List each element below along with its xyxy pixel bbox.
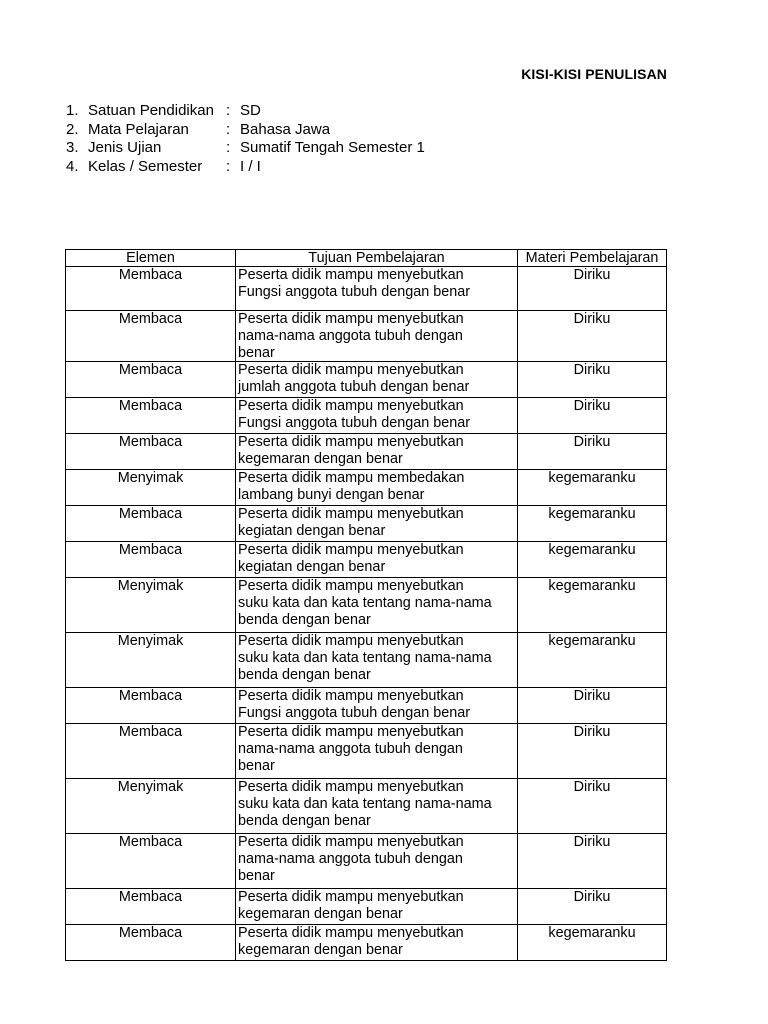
cell-materi-pembelajaran: kegemaranku [518, 542, 667, 578]
table-row [66, 434, 667, 470]
cell-tujuan-pembelajaran [236, 398, 518, 434]
cell-materi-pembelajaran: kegemaranku [518, 470, 667, 506]
table-row [66, 688, 667, 724]
tujuan-line: Peserta didik mampu menyebutkan [238, 889, 464, 906]
info-row-jenis-ujian [66, 139, 425, 158]
info-label: Mata Pelajaran [88, 120, 189, 138]
info-colon: : [226, 120, 231, 138]
cell-tujuan-pembelajaran [236, 362, 518, 398]
cell-tujuan-pembelajaran [236, 434, 518, 470]
cell-materi-pembelajaran: Diriku [518, 398, 667, 434]
cell-materi-pembelajaran: Diriku [518, 889, 667, 925]
tujuan-line: Peserta didik mampu menyebutkan [238, 311, 464, 327]
tujuan-line: benda dengan benar [238, 812, 371, 829]
info-value: Sumatif Tengah Semester 1 [240, 139, 425, 156]
tujuan-line: lambang bunyi dengan benar [238, 487, 425, 504]
info-label: Kelas / Semester [88, 157, 203, 175]
info-colon: : [226, 102, 231, 119]
tujuan-line: Fungsi anggota tubuh dengan benar [238, 283, 471, 300]
tujuan-line: benda dengan benar [238, 666, 371, 683]
info-colon: : [226, 157, 231, 175]
cell-tujuan-pembelajaran [236, 925, 518, 961]
cell-materi-pembelajaran: Diriku [518, 434, 667, 470]
tujuan-line: Peserta didik mampu menyebutkan [238, 434, 464, 451]
tujuan-line: Peserta didik mampu menyebutkan [238, 506, 464, 523]
cell-elemen: Membaca [66, 267, 236, 311]
cell-elemen: Menyimak [66, 779, 236, 834]
table-row [66, 267, 667, 311]
tujuan-line: Peserta didik mampu menyebutkan [238, 362, 464, 379]
tujuan-line: Peserta didik mampu menyebutkan [238, 633, 464, 650]
kisi-kisi-table [65, 249, 667, 961]
cell-materi-pembelajaran: Diriku [518, 834, 667, 889]
cell-materi-pembelajaran: kegemaranku [518, 506, 667, 542]
info-value: Bahasa Jawa [240, 120, 331, 138]
cell-elemen: Membaca [66, 925, 236, 961]
table-row [66, 779, 667, 834]
cell-elemen: Menyimak [66, 578, 236, 633]
table-row [66, 834, 667, 889]
tujuan-line: Peserta didik mampu menyebutkan [238, 779, 464, 796]
table-row [66, 889, 667, 925]
table-row [66, 578, 667, 633]
cell-elemen: Membaca [66, 506, 236, 542]
tujuan-line: suku kata dan kata tentang nama-nama [238, 595, 492, 612]
cell-elemen: Membaca [66, 434, 236, 470]
cell-elemen: Membaca [66, 688, 236, 724]
table-body [66, 267, 667, 961]
cell-tujuan-pembelajaran [236, 724, 518, 779]
table-header-row [66, 250, 667, 267]
tujuan-line: suku kata dan kata tentang nama-nama [238, 796, 492, 813]
tujuan-line: kegemaran dengan benar [238, 942, 403, 959]
table-row [66, 925, 667, 961]
table-row [66, 506, 667, 542]
tujuan-line: Peserta didik mampu menyebutkan [238, 542, 464, 559]
cell-elemen: Menyimak [66, 633, 236, 688]
cell-materi-pembelajaran: Diriku [518, 779, 667, 834]
cell-tujuan-pembelajaran [236, 779, 518, 834]
table-row [66, 398, 667, 434]
cell-tujuan-pembelajaran [236, 633, 518, 688]
info-row-mata-pelajaran [66, 121, 425, 140]
table-row [66, 542, 667, 578]
cell-tujuan-pembelajaran [236, 688, 518, 724]
info-row-kelas-semester [66, 158, 425, 177]
tujuan-line: Peserta didik mampu menyebutkan [238, 834, 464, 851]
cell-materi-pembelajaran: Diriku [518, 267, 667, 311]
tujuan-line: suku kata dan kata tentang nama-nama [238, 650, 492, 667]
identity-info [66, 102, 425, 176]
tujuan-line: Peserta didik mampu menyebutkan [238, 267, 464, 283]
info-colon: : [226, 139, 231, 156]
tujuan-line: benar [238, 344, 275, 361]
header-tujuan-pembelajaran: Tujuan Pembelajaran [236, 250, 518, 267]
cell-elemen: Membaca [66, 542, 236, 578]
tujuan-line: benar [238, 867, 275, 884]
cell-materi-pembelajaran: Diriku [518, 724, 667, 779]
tujuan-line: kegiatan dengan benar [238, 523, 386, 540]
info-row-satuan-pendidikan [66, 102, 425, 121]
cell-tujuan-pembelajaran [236, 834, 518, 889]
page-title: KISI-KISI PENULISAN [521, 66, 667, 82]
tujuan-line: Peserta didik mampu membedakan [238, 470, 465, 487]
tujuan-line: Fungsi anggota tubuh dengan benar [238, 415, 471, 432]
cell-elemen: Membaca [66, 311, 236, 362]
info-value: SD [240, 102, 261, 119]
tujuan-line: Peserta didik mampu menyebutkan [238, 724, 464, 741]
header-elemen: Elemen [66, 250, 236, 267]
tujuan-line: Peserta didik mampu menyebutkan [238, 688, 464, 705]
cell-elemen: Membaca [66, 834, 236, 889]
cell-tujuan-pembelajaran [236, 311, 518, 362]
tujuan-line: Fungsi anggota tubuh dengan benar [238, 705, 471, 722]
cell-materi-pembelajaran: Diriku [518, 362, 667, 398]
cell-tujuan-pembelajaran [236, 578, 518, 633]
cell-tujuan-pembelajaran [236, 470, 518, 506]
info-label: Satuan Pendidikan [88, 102, 214, 119]
cell-elemen: Membaca [66, 398, 236, 434]
tujuan-line: benar [238, 757, 275, 774]
tujuan-line: jumlah anggota tubuh dengan benar [238, 379, 470, 396]
tujuan-line: benda dengan benar [238, 611, 371, 628]
table-row [66, 633, 667, 688]
tujuan-line: Peserta didik mampu menyebutkan [238, 925, 464, 942]
tujuan-line: nama-nama anggota tubuh dengan [238, 327, 463, 344]
header-materi-pembelajaran: Materi Pembelajaran [518, 250, 667, 267]
info-number: 2. [66, 120, 79, 138]
info-label: Jenis Ujian [88, 139, 162, 156]
cell-elemen: Membaca [66, 362, 236, 398]
table-row [66, 311, 667, 362]
cell-tujuan-pembelajaran [236, 542, 518, 578]
table-row [66, 362, 667, 398]
info-number: 4. [66, 157, 79, 175]
info-number: 1. [66, 102, 79, 119]
cell-tujuan-pembelajaran [236, 506, 518, 542]
tujuan-line: nama-nama anggota tubuh dengan [238, 851, 463, 868]
cell-tujuan-pembelajaran [236, 267, 518, 311]
cell-elemen: Menyimak [66, 470, 236, 506]
info-value: I / I [240, 157, 261, 175]
table-row [66, 470, 667, 506]
tujuan-line: nama-nama anggota tubuh dengan [238, 741, 463, 758]
cell-materi-pembelajaran: kegemaranku [518, 925, 667, 961]
tujuan-line: Peserta didik mampu menyebutkan [238, 398, 464, 415]
cell-materi-pembelajaran: kegemaranku [518, 578, 667, 633]
cell-materi-pembelajaran: Diriku [518, 311, 667, 362]
tujuan-line: kegemaran dengan benar [238, 451, 403, 468]
cell-materi-pembelajaran: kegemaranku [518, 633, 667, 688]
cell-elemen: Membaca [66, 889, 236, 925]
tujuan-line: kegiatan dengan benar [238, 559, 386, 576]
info-number: 3. [66, 139, 79, 156]
tujuan-line: Peserta didik mampu menyebutkan [238, 578, 464, 595]
cell-materi-pembelajaran: Diriku [518, 688, 667, 724]
cell-elemen: Membaca [66, 724, 236, 779]
table-row [66, 724, 667, 779]
tujuan-line: kegemaran dengan benar [238, 906, 403, 923]
cell-tujuan-pembelajaran [236, 889, 518, 925]
